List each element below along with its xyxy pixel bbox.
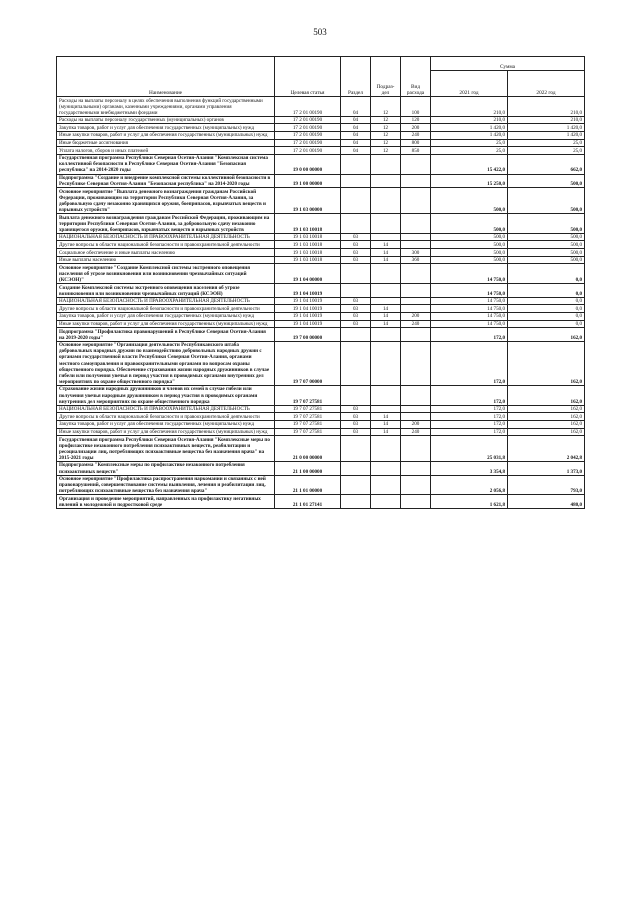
row-name: Основное мероприятие "Выплата денежного вознаграждения гражданам Российской Федерации, проживающим на территории Республики Северная Осетия-Алания, за добровольную сдачу незаконно хранящихся оружия, боеприпасов, взрывчатых веществ и взрывных устройств" [57,188,275,214]
row-section: 04 [341,131,371,139]
row-sum-2021: 25,0 [431,147,508,155]
row-section [341,341,371,385]
table-row [57,116,585,124]
row-expense-type [401,305,431,313]
row-sum-2022: 162,0 [508,428,585,436]
row-sum-2021: 210,0 [431,116,508,124]
row-section: 03 [341,305,371,313]
row-sum-2022: 0,0 [508,297,585,305]
table-row [57,139,585,147]
row-expense-type [401,495,431,509]
row-name: Закупка товаров, работ и услуг для обеспечения государственных (муниципальных) нужд [57,312,275,320]
row-target-code: 19 7 07 27581 [275,385,341,405]
row-section: 03 [341,241,371,249]
header-section: Раздел [341,57,371,97]
table-row [57,475,585,495]
table-row [57,188,585,214]
row-sum-2021: 1 420,0 [431,131,508,139]
row-sum-2021: 500,0 [431,241,508,249]
row-expense-type: 240 [401,428,431,436]
row-name: Государственная программа Республики Северная Осетия-Алания "Комплексные меры по профилактике незаконного потребления психоактивных веществ, реабилитации и ресоциализации лиц, потребляющих психоактивные вещества без назначения врача" на 2015-2021 годы [57,436,275,462]
table-row [57,214,585,234]
table-row [57,124,585,132]
row-subsection [371,214,401,234]
row-name: Подпрограмма "Создание и внедрение комплексной системы коллективной безопасности в Республике Северная Осетия-Алания "Безопасная республика" на 2014-2020 годы [57,174,275,188]
row-sum-2021: 172,0 [431,328,508,342]
row-expense-type [401,328,431,342]
row-section: 03 [341,297,371,305]
row-name: Подпрограмма "Комплексные меры по профилактике незаконного потребления психоактивных веществ" [57,461,275,475]
row-target-code: 17 2 01 00190 [275,131,341,139]
row-name: Иные бюджетные ассигнования [57,139,275,147]
row-expense-type: 240 [401,320,431,328]
row-sum-2022: 162,0 [508,385,585,405]
row-section [341,475,371,495]
row-name: Социальное обеспечение и иные выплаты населению [57,249,275,257]
row-target-code: 19 1 03 10018 [275,249,341,257]
row-expense-type: 200 [401,312,431,320]
row-expense-type: 100 [401,97,431,117]
row-sum-2021: 500,0 [431,233,508,241]
header-sum: Сумма [431,57,585,71]
row-target-code: 21 1 01 27141 [275,495,341,509]
row-sum-2022: 480,0 [508,495,585,509]
row-section [341,436,371,462]
row-subsection [371,188,401,214]
row-expense-type: 120 [401,116,431,124]
row-sum-2021: 3 354,8 [431,461,508,475]
row-section [341,328,371,342]
row-target-code: 19 1 04 10019 [275,312,341,320]
row-sum-2022: 162,0 [508,413,585,421]
table-row [57,320,585,328]
table-header [57,57,585,97]
row-subsection [371,297,401,305]
row-target-code: 19 1 04 10019 [275,320,341,328]
row-sum-2022: 162,0 [508,328,585,342]
row-subsection: 14 [371,428,401,436]
row-section: 03 [341,428,371,436]
table-row [57,461,585,475]
row-name: Организация и проведение мероприятий, направленных на профилактику негативных явлений в молодежной и подростковой среде [57,495,275,509]
row-subsection: 14 [371,312,401,320]
row-section: 04 [341,97,371,117]
row-sum-2021: 14 750,0 [431,264,508,284]
row-target-code: 21 1 00 00000 [275,461,341,475]
row-name: Основное мероприятие "Профилактика распространения наркомании и связанных с ней правонарушений, совершенствование системы выявления, лечения и реабилитации лиц, потребляющих психоактивные вещества без назначения врача" [57,475,275,495]
row-expense-type [401,214,431,234]
row-sum-2021: 500,0 [431,214,508,234]
row-subsection [371,495,401,509]
table-row [57,413,585,421]
header-2021: 2021 год [431,71,508,97]
table-row [57,131,585,139]
table-row [57,420,585,428]
row-sum-2022: 500,0 [508,249,585,257]
header-name: Наименование [57,57,275,97]
row-expense-type: 200 [401,124,431,132]
row-sum-2022: 0,0 [508,305,585,313]
row-expense-type [401,405,431,413]
row-name: Другие вопросы в области национальной безопасности и правоохранительной деятельности [57,241,275,249]
row-section: 03 [341,413,371,421]
row-subsection [371,284,401,298]
page-number: 503 [313,27,327,37]
row-section: 04 [341,147,371,155]
row-subsection: 14 [371,420,401,428]
row-expense-type [401,264,431,284]
row-sum-2022: 500,0 [508,256,585,264]
row-target-code: 19 1 04 10019 [275,297,341,305]
table-row [57,264,585,284]
row-name: Иные закупки товаров, работ и услуг для обеспечения государственных (муниципальных) нужд [57,131,275,139]
row-sum-2022: 162,0 [508,341,585,385]
row-subsection: 12 [371,124,401,132]
row-sum-2022: 2 042,8 [508,436,585,462]
table-row [57,405,585,413]
table-row [57,495,585,509]
row-section [341,264,371,284]
row-sum-2022: 662,0 [508,154,585,174]
row-sum-2022: 210,0 [508,116,585,124]
row-sum-2021: 172,0 [431,428,508,436]
row-target-code: 19 7 07 27581 [275,420,341,428]
row-sum-2022: 500,0 [508,233,585,241]
table-row [57,241,585,249]
header-subsection: Подраз-дел [371,57,401,97]
row-target-code: 19 7 07 27581 [275,428,341,436]
row-subsection [371,174,401,188]
row-expense-type [401,174,431,188]
table-row [57,297,585,305]
row-expense-type: 200 [401,420,431,428]
row-expense-type [401,284,431,298]
row-subsection [371,461,401,475]
row-section: 04 [341,116,371,124]
row-subsection: 14 [371,413,401,421]
row-target-code: 19 1 04 10019 [275,284,341,298]
row-subsection: 12 [371,97,401,117]
row-target-code: 19 7 07 27581 [275,405,341,413]
row-target-code: 19 1 03 10018 [275,214,341,234]
row-name: Иные выплаты населению [57,256,275,264]
row-subsection [371,475,401,495]
row-sum-2021: 172,0 [431,405,508,413]
row-target-code: 21 0 00 00000 [275,436,341,462]
row-name: Государственная программа Республики Северная Осетия-Алания "Комплексная система коллективной безопасности в Республике Северная Осетия-Алания "Безопасная республика" на 2014-2020 годы [57,154,275,174]
row-section: 03 [341,249,371,257]
row-target-code: 19 1 03 00000 [275,188,341,214]
table-row [57,328,585,342]
row-subsection: 12 [371,147,401,155]
row-sum-2021: 210,0 [431,97,508,117]
row-section: 03 [341,233,371,241]
table-row [57,154,585,174]
table-row [57,233,585,241]
row-sum-2021: 172,0 [431,413,508,421]
row-name: НАЦИОНАЛЬНАЯ БЕЗОПАСНОСТЬ И ПРАВООХРАНИТЕЛЬНАЯ ДЕЯТЕЛЬНОСТЬ [57,297,275,305]
row-expense-type: 240 [401,131,431,139]
row-target-code: 19 1 03 10018 [275,256,341,264]
row-sum-2022: 162,0 [508,405,585,413]
row-subsection [371,341,401,385]
table-row [57,97,585,117]
row-name: НАЦИОНАЛЬНАЯ БЕЗОПАСНОСТЬ И ПРАВООХРАНИТЕЛЬНАЯ ДЕЯТЕЛЬНОСТЬ [57,405,275,413]
row-sum-2022: 162,0 [508,420,585,428]
row-name: Закупка товаров, работ и услуг для обеспечения государственных (муниципальных) нужд [57,124,275,132]
row-section: 03 [341,312,371,320]
row-sum-2022: 500,0 [508,241,585,249]
budget-table [56,56,585,509]
row-sum-2021: 14 750,0 [431,284,508,298]
row-target-code: 19 1 03 10018 [275,241,341,249]
table-row [57,174,585,188]
row-target-code: 19 0 00 00000 [275,154,341,174]
row-sum-2021: 2 056,8 [431,475,508,495]
row-section [341,174,371,188]
row-sum-2022: 793,0 [508,475,585,495]
row-expense-type: 300 [401,249,431,257]
row-subsection [371,328,401,342]
row-target-code: 17 2 01 00190 [275,97,341,117]
row-subsection [371,385,401,405]
row-subsection: 14 [371,256,401,264]
row-expense-type [401,341,431,385]
row-expense-type [401,413,431,421]
row-sum-2021: 500,0 [431,256,508,264]
row-section [341,461,371,475]
row-name: Подпрограмма "Профилактика правонарушений в Республике Северная Осетия-Алания на 2019-2020 годы" [57,328,275,342]
row-section [341,154,371,174]
row-sum-2022: 1 373,0 [508,461,585,475]
row-expense-type [401,475,431,495]
table-body [57,97,585,509]
row-sum-2021: 14 750,0 [431,305,508,313]
row-sum-2021: 15 422,0 [431,154,508,174]
row-section: 03 [341,256,371,264]
row-expense-type [401,297,431,305]
row-name: Расходы на выплаты персоналу в целях обеспечения выполнения функций государственными (муниципальными) органами, казенными учреждениями, органами управления государственными внебюджетными фондами [57,97,275,117]
table-row [57,385,585,405]
row-target-code: 19 1 00 00000 [275,174,341,188]
row-target-code: 19 1 03 10018 [275,233,341,241]
row-sum-2021: 14 750,0 [431,320,508,328]
row-expense-type [401,188,431,214]
row-sum-2022: 1 420,0 [508,124,585,132]
row-expense-type: 850 [401,147,431,155]
row-target-code: 17 2 01 00190 [275,147,341,155]
row-name: Иные закупки товаров, работ и услуг для обеспечения государственных (муниципальных) нужд [57,320,275,328]
table-row [57,305,585,313]
row-subsection [371,436,401,462]
row-sum-2021: 172,0 [431,385,508,405]
table-row [57,436,585,462]
row-sum-2022: 0,0 [508,284,585,298]
row-subsection: 14 [371,241,401,249]
row-name: Страхование жизни народных дружинников и членов их семей в случае гибели или получения увечья народным дружинником в период участия в проводимых органами внутренних дел мероприятиях по охране общественного порядка [57,385,275,405]
table-row [57,428,585,436]
row-sum-2021: 1 420,0 [431,124,508,132]
row-sum-2021: 172,0 [431,341,508,385]
header-target: Целевая статья [275,57,341,97]
row-section [341,284,371,298]
row-sum-2021: 500,0 [431,249,508,257]
row-name: Выплата денежного вознаграждения гражданам Российской Федерации, проживающим на территории Республики Северная Осетия-Алания, за добровольную сдачу незаконно хранящегося оружия, боеприпасов, взрывчатых веществ и взрывных устройств [57,214,275,234]
table-row [57,147,585,155]
table-row [57,284,585,298]
row-sum-2022: 210,0 [508,97,585,117]
row-subsection [371,154,401,174]
row-target-code: 19 1 04 00000 [275,264,341,284]
row-target-code: 19 7 07 27581 [275,413,341,421]
row-subsection: 14 [371,320,401,328]
table-row [57,341,585,385]
row-sum-2021: 15 250,0 [431,174,508,188]
row-target-code: 19 7 07 00000 [275,341,341,385]
row-section [341,188,371,214]
row-name: Другие вопросы в области национальной безопасности и правоохранительной деятельности [57,305,275,313]
row-sum-2021: 172,0 [431,420,508,428]
row-sum-2021: 14 750,0 [431,297,508,305]
row-name: Основное мероприятие "Создание Комплексной системы экстренного оповещения населения об угрозе возникновения или возникновении чрезвычайных ситуаций (КСЭОН)" [57,264,275,284]
row-subsection [371,233,401,241]
row-section: 03 [341,420,371,428]
row-target-code: 17 2 01 00190 [275,124,341,132]
row-target-code: 19 7 00 00000 [275,328,341,342]
row-sum-2022: 0,0 [508,312,585,320]
row-sum-2021: 25,0 [431,139,508,147]
row-name: Иные закупки товаров, работ и услуг для обеспечения государственных (муниципальных) нужд [57,428,275,436]
row-name: Другие вопросы в области национальной безопасности и правоохранительной деятельности [57,413,275,421]
row-expense-type [401,241,431,249]
row-sum-2022: 25,0 [508,139,585,147]
row-subsection: 14 [371,249,401,257]
row-section [341,385,371,405]
row-section [341,495,371,509]
table-row [57,256,585,264]
table-row [57,312,585,320]
row-name: Создание Комплексной системы экстренного оповещения населения об угрозе возникновения или возникновении чрезвычайных ситуаций (КСЭОН) [57,284,275,298]
row-name: НАЦИОНАЛЬНАЯ БЕЗОПАСНОСТЬ И ПРАВООХРАНИТЕЛЬНАЯ ДЕЯТЕЛЬНОСТЬ [57,233,275,241]
row-target-code: 17 2 01 00190 [275,139,341,147]
row-sum-2022: 25,0 [508,147,585,155]
header-expense-type: Вид расхода [401,57,431,97]
table-row [57,249,585,257]
row-sum-2021: 1 621,8 [431,495,508,509]
row-expense-type: 360 [401,256,431,264]
header-2022: 2022 год [508,71,585,97]
row-expense-type [401,233,431,241]
row-name: Основное мероприятие "Организация деятельности Республиканского штаба добровольных народных дружин по взаимодействию добровольных народных дружин с органами государственной власти Республики Северная Осетия-Алания, органами местного самоуправления и правоохранительными органами по вопросам охраны общественного порядка. Обеспечение страхования жизни народных дружинников в случае гибели или получения увечья в период участия в проводимых органами внутренних дел мероприятиях по охране общественного порядка" [57,341,275,385]
row-expense-type [401,154,431,174]
row-target-code: 19 1 04 10019 [275,305,341,313]
row-subsection [371,264,401,284]
row-subsection: 12 [371,139,401,147]
row-sum-2021: 25 031,8 [431,436,508,462]
row-sum-2022: 500,0 [508,214,585,234]
row-sum-2022: 1 420,0 [508,131,585,139]
row-section: 04 [341,139,371,147]
row-section: 03 [341,320,371,328]
row-name: Уплата налогов, сборов и иных платежей [57,147,275,155]
row-subsection: 14 [371,305,401,313]
row-subsection [371,405,401,413]
row-sum-2021: 500,0 [431,188,508,214]
row-expense-type [401,385,431,405]
row-expense-type [401,461,431,475]
row-expense-type [401,436,431,462]
row-sum-2022: 500,0 [508,174,585,188]
row-subsection: 12 [371,116,401,124]
row-expense-type: 800 [401,139,431,147]
row-name: Закупка товаров, работ и услуг для обеспечения государственных (муниципальных) нужд [57,420,275,428]
row-target-code: 17 2 01 00190 [275,116,341,124]
row-section [341,214,371,234]
row-subsection: 12 [371,131,401,139]
row-sum-2021: 14 750,0 [431,312,508,320]
row-section: 03 [341,405,371,413]
row-section: 04 [341,124,371,132]
row-target-code: 21 1 01 00000 [275,475,341,495]
row-name: Расходы на выплаты персоналу государственных (муниципальных) органов [57,116,275,124]
row-sum-2022: 500,0 [508,188,585,214]
row-sum-2022: 0,0 [508,320,585,328]
row-sum-2022: 0,0 [508,264,585,284]
